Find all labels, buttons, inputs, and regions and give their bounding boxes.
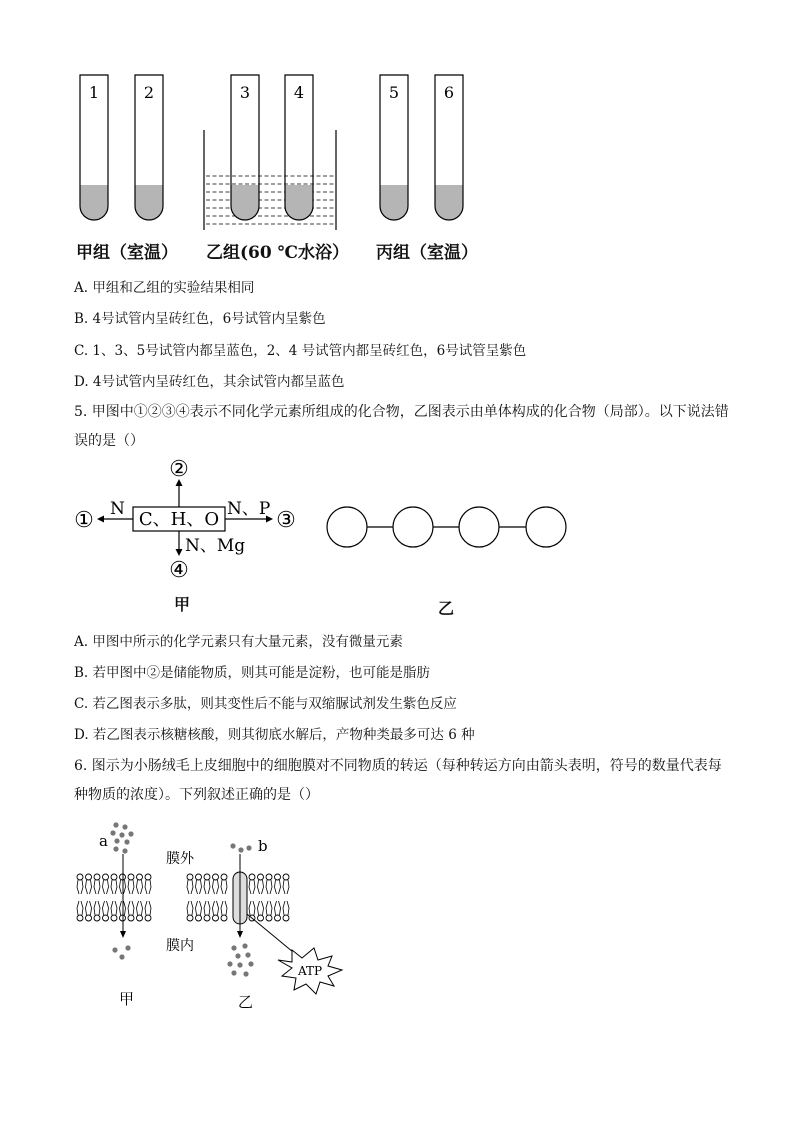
q5-option-b: B. 若甲图中②是储能物质，则其可能是淀粉，也可能是脂肪 — [74, 665, 431, 681]
q4-option-a: A. 甲组和乙组的实验结果相同 — [74, 280, 255, 296]
label-a: a — [99, 832, 108, 850]
tube-liquid — [285, 185, 313, 220]
compound-3: ③ — [276, 508, 296, 533]
q5-stem-line2: 误的是（） — [74, 433, 144, 449]
tube-number: 1 — [88, 83, 100, 102]
molecules-a-inside — [112, 945, 130, 959]
tube-number: 5 — [388, 83, 400, 102]
tube-number: 2 — [143, 83, 155, 102]
compound-2: ② — [169, 457, 189, 482]
phospholipid — [94, 874, 100, 921]
monomer-4 — [526, 507, 566, 547]
tube-liquid — [135, 185, 163, 220]
q5-stem-line1: 5. 甲图中①②③④表示不同化学元素所组成的化合物，乙图表示由单体构成的化合物（局部）。以下说法错 — [74, 404, 729, 420]
q4-option-b: B. 4号试管内呈砖红色，6号试管内呈紫色 — [74, 311, 326, 327]
arrow-left — [97, 516, 104, 523]
tube-liquid — [231, 185, 259, 220]
center-elements: C、H、O — [138, 509, 220, 530]
element-compound-diagram — [60, 452, 310, 582]
q6-stem-line2: 种物质的浓度）。下列叙述正确的是（） — [74, 787, 319, 803]
q6-stem-line1: 6. 图示为小肠绒毛上皮细胞中的细胞膜对不同物质的转运（每种转运方向由箭头表明，符号的数量代表每 — [74, 758, 722, 774]
q5-option-a: A. 甲图中所示的化学元素只有大量元素，没有微量元素 — [74, 634, 403, 650]
test-tube-3 — [231, 75, 259, 220]
arrow-down — [176, 549, 183, 556]
phospholipid — [103, 874, 109, 921]
phospholipid — [145, 874, 151, 921]
q4-option-d: D. 4号试管内呈砖红色，其余试管内都呈蓝色 — [74, 374, 345, 390]
group-label-yi: 乙组(60 ℃水浴） — [206, 243, 349, 263]
group-label-jia: 甲组（室温） — [76, 243, 178, 263]
down-element: N、Mg — [185, 536, 246, 556]
test-tube-1 — [80, 75, 108, 220]
phospholipid — [283, 874, 289, 921]
phospholipid — [128, 874, 134, 921]
phospholipid — [249, 874, 255, 921]
test-tube-4 — [285, 75, 313, 220]
monomer-chain-diagram — [320, 500, 580, 560]
figure-label-jia: 甲 — [174, 595, 191, 614]
tube-liquid — [380, 185, 408, 220]
phospholipid — [137, 874, 143, 921]
phospholipid — [213, 874, 219, 921]
tube-liquid — [80, 185, 108, 220]
label-b: b — [258, 837, 268, 855]
label-outside: 膜外 — [166, 851, 194, 867]
molecules-a-outside — [110, 822, 133, 853]
molecules-b-inside — [227, 943, 253, 976]
compound-4: ④ — [169, 558, 189, 582]
test-tube-2 — [135, 75, 163, 220]
monomer-1 — [327, 507, 367, 547]
atp-label: ATP — [297, 964, 323, 978]
tube-number: 4 — [293, 83, 305, 102]
q5-option-d: D. 若乙图表示核糖核酸，则其彻底水解后，产物种类最多可达 6 种 — [74, 727, 475, 743]
label-jia: 甲 — [119, 990, 135, 1008]
molecules-b-outside — [230, 843, 251, 852]
tube-liquid — [435, 185, 463, 220]
test-tube-figure — [60, 60, 500, 230]
phospholipid — [258, 874, 264, 921]
right-element: N、P — [227, 499, 271, 519]
phospholipid — [86, 874, 92, 921]
monomer-3 — [459, 507, 499, 547]
compound-1: ① — [74, 508, 94, 533]
membrane-transport-diagram — [70, 814, 370, 1014]
test-tube-5 — [380, 75, 408, 220]
test-tube-6 — [435, 75, 463, 220]
phospholipid — [204, 874, 210, 921]
monomer-2 — [393, 507, 433, 547]
label-yi: 乙 — [238, 993, 254, 1011]
q4-option-c: C. 1、3、5号试管内都呈蓝色，2、4 号试管内都呈砖红色，6号试管呈紫色 — [74, 343, 527, 359]
group-label-bing: 丙组（室温） — [376, 243, 478, 263]
phospholipid — [187, 874, 193, 921]
left-element: N — [110, 499, 125, 519]
phospholipid — [196, 874, 202, 921]
q5-option-c: C. 若乙图表示多肽，则其变性后不能与双缩脲试剂发生紫色反应 — [74, 696, 457, 712]
label-inside: 膜内 — [166, 938, 194, 954]
phospholipid — [221, 874, 227, 921]
tube-number: 6 — [443, 83, 455, 102]
phospholipid — [77, 874, 83, 921]
phospholipid — [111, 874, 117, 921]
tube-number: 3 — [239, 83, 251, 102]
phospholipid — [266, 874, 272, 921]
water-bath — [204, 130, 336, 230]
phospholipid — [275, 874, 281, 921]
figure-label-yi: 乙 — [438, 599, 455, 618]
